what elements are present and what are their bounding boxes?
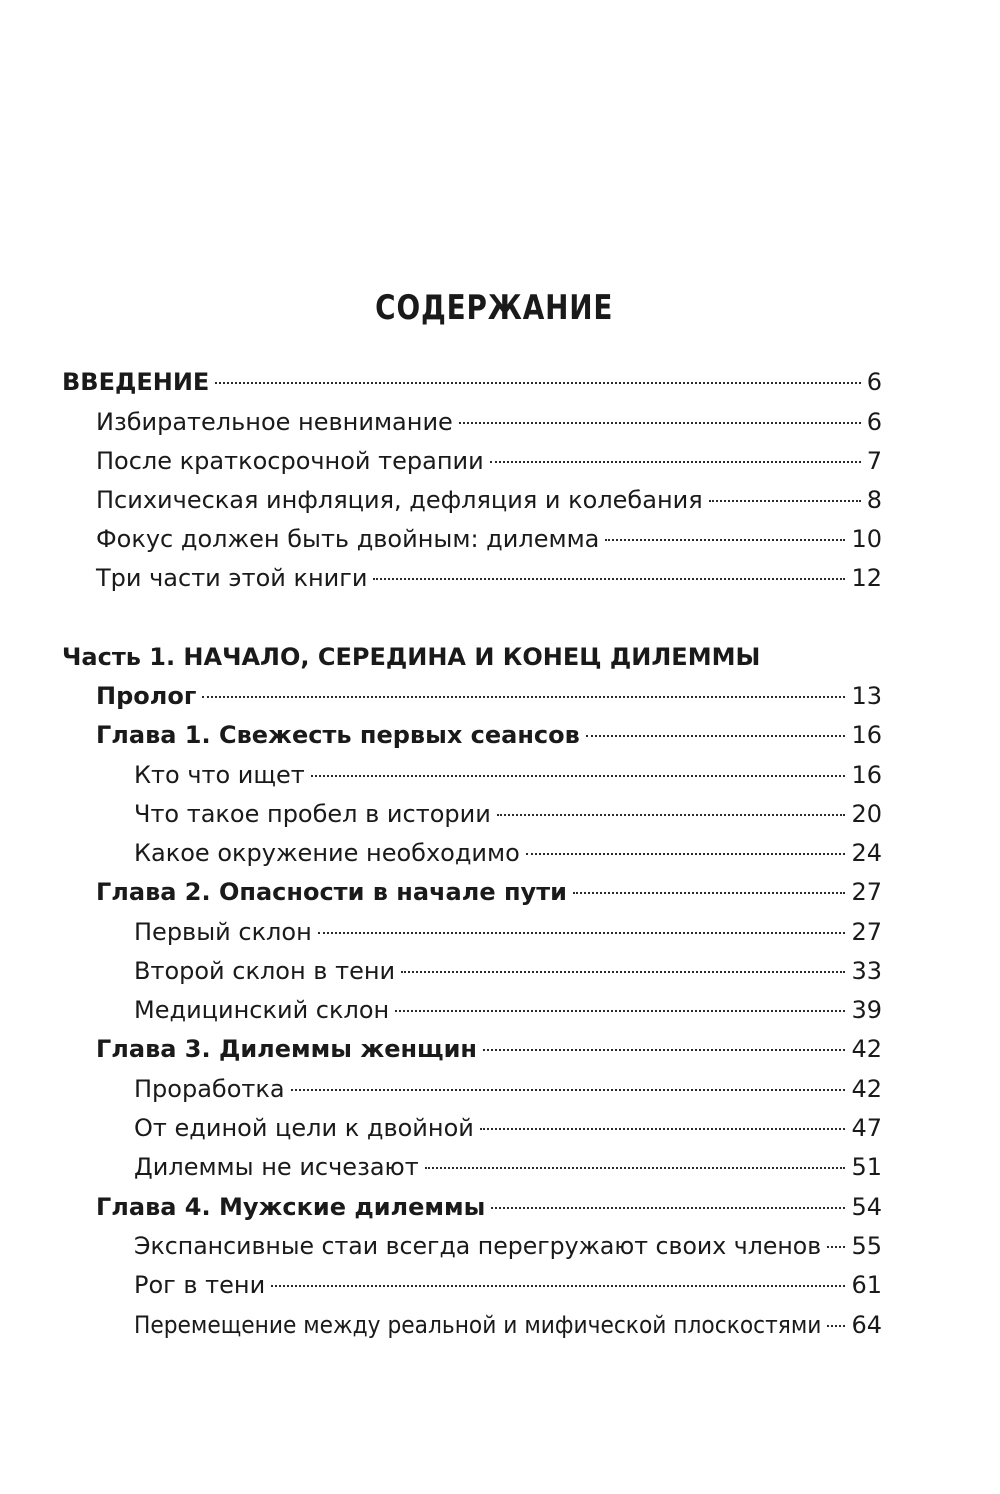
dot-leader xyxy=(459,422,861,424)
toc-page-number: 27 xyxy=(851,878,882,906)
toc-entry-label: Фокус должен быть двойным: дилемма xyxy=(96,525,600,553)
toc-entry[interactable] xyxy=(134,796,882,832)
toc-entry-label: Избирательное невнимание xyxy=(96,408,453,436)
dot-leader xyxy=(827,1325,845,1327)
toc-entry-prologue[interactable] xyxy=(96,678,882,714)
dot-leader xyxy=(526,853,846,855)
dot-leader xyxy=(401,971,845,973)
dot-leader xyxy=(318,932,846,934)
toc-page-number: 16 xyxy=(851,761,882,789)
dot-leader xyxy=(483,1049,845,1051)
toc-page-number: 8 xyxy=(866,486,882,514)
toc-entry-label: Второй склон в тени xyxy=(134,957,396,985)
toc-page-number: 16 xyxy=(851,721,882,749)
dot-leader xyxy=(605,539,845,541)
dot-leader xyxy=(480,1128,846,1130)
toc-page-number: 55 xyxy=(851,1232,882,1260)
dot-leader xyxy=(291,1089,846,1091)
toc-page-number: 27 xyxy=(851,918,882,946)
toc-entry[interactable] xyxy=(134,757,882,793)
toc-entry[interactable] xyxy=(134,1110,882,1146)
toc-entry-label: Пролог xyxy=(96,682,197,710)
toc-page-number: 61 xyxy=(851,1271,882,1299)
toc-page-number: 54 xyxy=(851,1193,882,1221)
toc-page-number: 42 xyxy=(851,1035,882,1063)
toc-entry-label: Глава 4. Мужские дилеммы xyxy=(96,1193,486,1221)
toc-page-number: 42 xyxy=(851,1075,882,1103)
toc-entry[interactable] xyxy=(134,1071,882,1107)
dot-leader xyxy=(215,382,860,384)
toc-entry-label: Глава 1. Свежесть первых сеансов xyxy=(96,721,580,749)
dot-leader xyxy=(709,500,861,502)
dot-leader xyxy=(202,696,845,698)
toc-entry[interactable] xyxy=(134,835,882,871)
toc-entry[interactable] xyxy=(96,404,882,440)
toc-entry-label: Первый склон xyxy=(134,918,312,946)
toc-entry-label: Проработка xyxy=(134,1075,285,1103)
toc-entry-label: От единой цели к двойной xyxy=(134,1114,474,1142)
toc-page-number: 20 xyxy=(851,800,882,828)
toc-page-number: 33 xyxy=(851,957,882,985)
toc-entry[interactable] xyxy=(134,1307,882,1343)
toc-entry[interactable] xyxy=(134,1267,882,1303)
toc-entry-label: Медицинский склон xyxy=(134,996,390,1024)
toc-entry-label: Что такое пробел в истории xyxy=(134,800,491,828)
toc-chapter-entry[interactable] xyxy=(96,1189,882,1225)
toc-entry[interactable] xyxy=(134,914,882,950)
toc-page-number: 64 xyxy=(851,1311,882,1339)
toc-page-number: 39 xyxy=(851,996,882,1024)
toc-page-number: 13 xyxy=(851,682,882,710)
toc-entry-label: Кто что ищет xyxy=(134,761,305,789)
toc-chapter-entry[interactable] xyxy=(96,1031,882,1067)
toc-page-number: 7 xyxy=(866,447,882,475)
toc-entry-label: ВВЕДЕНИЕ xyxy=(62,368,210,396)
toc-chapter-entry[interactable] xyxy=(96,717,882,753)
dot-leader xyxy=(827,1246,845,1248)
toc-entry-introduction[interactable] xyxy=(62,364,882,400)
toc-entry-label: Перемещение между реальной и мифической плоскостями xyxy=(134,1311,822,1339)
toc-entry[interactable] xyxy=(96,443,882,479)
dot-leader xyxy=(491,1207,845,1209)
dot-leader xyxy=(395,1010,845,1012)
dot-leader xyxy=(271,1285,845,1287)
toc-entry-label: Рог в тени xyxy=(134,1271,266,1299)
toc-entry[interactable] xyxy=(96,560,882,596)
part-heading: Часть 1. НАЧАЛО, СЕРЕДИНА И КОНЕЦ ДИЛЕММЫ xyxy=(62,643,761,671)
dot-leader xyxy=(425,1167,846,1169)
toc-chapter-entry[interactable] xyxy=(96,874,882,910)
toc-entry-label: Глава 3. Дилеммы женщин xyxy=(96,1035,477,1063)
toc-entry-label: После краткосрочной терапии xyxy=(96,447,484,475)
toc-page-number: 12 xyxy=(851,564,882,592)
dot-leader xyxy=(373,578,845,580)
toc-entry-label: Экспансивные стаи всегда перегружают своих членов xyxy=(134,1232,822,1260)
toc-page-number: 6 xyxy=(866,408,882,436)
toc-entry[interactable] xyxy=(96,482,882,518)
toc-page-number: 47 xyxy=(851,1114,882,1142)
dot-leader xyxy=(311,775,846,777)
toc-entry-label: Дилеммы не исчезают xyxy=(134,1153,419,1181)
toc-entry[interactable] xyxy=(134,1228,882,1264)
toc-entry-label: Три части этой книги xyxy=(96,564,368,592)
page-title: СОДЕРЖАНИЕ xyxy=(375,288,614,328)
toc-entry-label: Какое окружение необходимо xyxy=(134,839,520,867)
toc-page-number: 10 xyxy=(851,525,882,553)
dot-leader xyxy=(490,461,861,463)
toc-entry[interactable] xyxy=(134,992,882,1028)
toc-entry[interactable] xyxy=(134,1149,882,1185)
toc-page-number: 6 xyxy=(866,368,882,396)
toc-entry-label: Психическая инфляция, дефляция и колебания xyxy=(96,486,703,514)
toc-page-number: 51 xyxy=(851,1153,882,1181)
toc-entry[interactable] xyxy=(96,521,882,557)
toc-entry[interactable] xyxy=(134,953,882,989)
dot-leader xyxy=(573,892,846,894)
toc-entry-label: Глава 2. Опасности в начале пути xyxy=(96,878,567,906)
dot-leader xyxy=(586,735,846,737)
dot-leader xyxy=(497,814,846,816)
toc-page-number: 24 xyxy=(851,839,882,867)
